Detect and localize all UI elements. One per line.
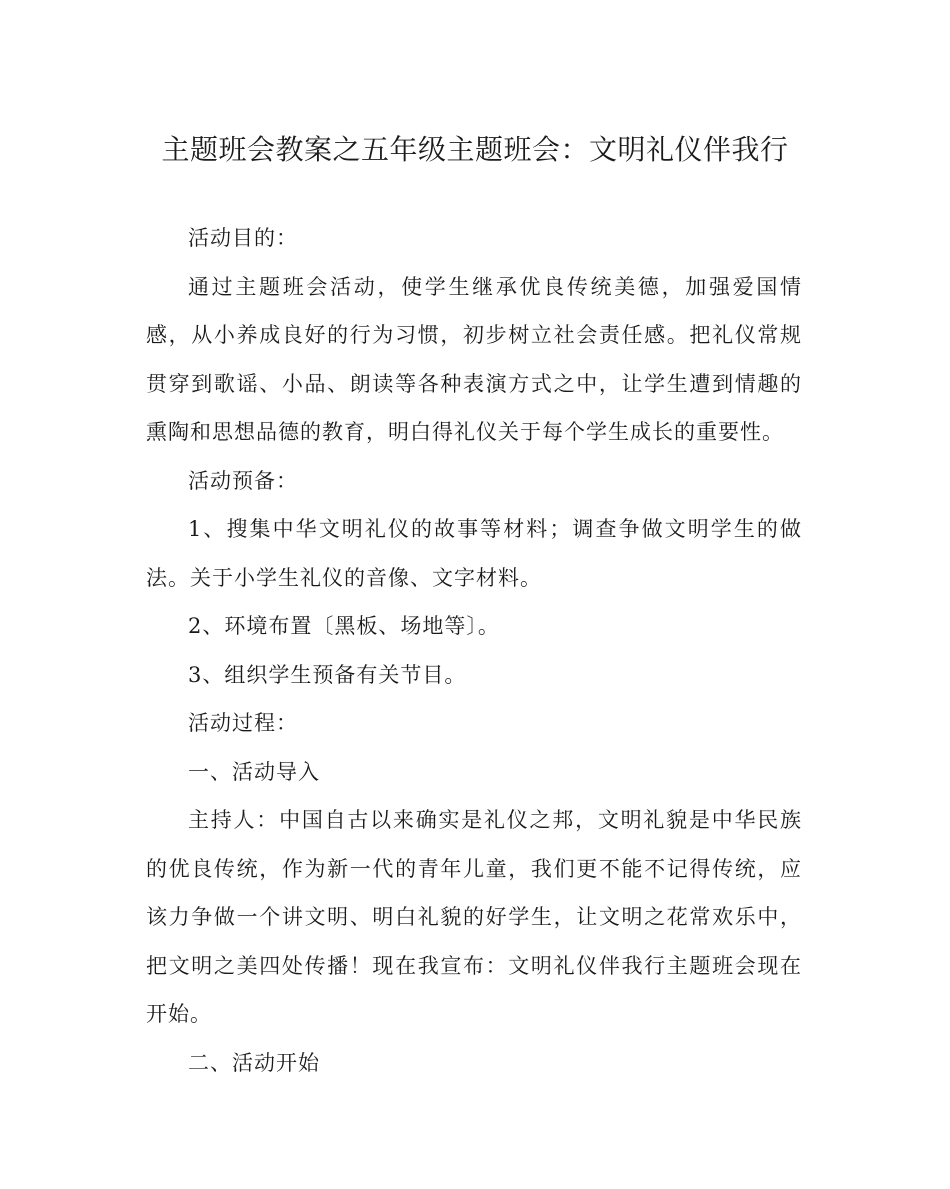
paragraph-purpose-heading: 活动目的： bbox=[188, 226, 298, 250]
paragraph-section-2-heading: 二、活动开始 bbox=[188, 1050, 320, 1075]
paragraph-host-speech: 主持人：中国自古以来确实是礼仪之邦，文明礼貌是中华民族的优良传统，作为新一代的青年儿童，我们更不能不记得传统，应该力争做一个讲文明、明白礼貌的好学生，让文明之花常欢乐中，把文明之美四处传播！现在我宣布：文明礼仪伴我行主题班会现在开始。 bbox=[146, 808, 802, 1026]
paragraph-preparation-item-2: 2、环境布置〔黑板、场地等〕。 bbox=[188, 614, 500, 638]
paragraph-preparation-heading: 活动预备： bbox=[188, 468, 298, 493]
paragraph-preparation-item-1: 1、搜集中华文明礼仪的故事等材料；调查争做文明学生的做法。关于小学生礼仪的音像、文字材料。 bbox=[146, 517, 802, 590]
paragraph-purpose-text: 通过主题班会活动，使学生继承优良传统美德，加强爱国情感，从小养成良好的行为习惯，初步树立社会责任感。把礼仪常规贯穿到歌谣、小品、朗读等各种表演方式之中，让学生遭到情趣的熏陶和思想品德的教育，明白得礼仪关于每个学生成长的重要性。 bbox=[146, 274, 802, 444]
paragraph-preparation-item-3: 3、组织学生预备有关节目。 bbox=[188, 662, 467, 687]
paragraph-section-1-heading: 一、活动导入 bbox=[188, 759, 320, 784]
document-body bbox=[146, 214, 802, 1087]
document-title: 主题班会教案之五年级主题班会：文明礼仪伴我行 bbox=[161, 133, 789, 166]
paragraph-process-heading: 活动过程： bbox=[188, 711, 298, 735]
